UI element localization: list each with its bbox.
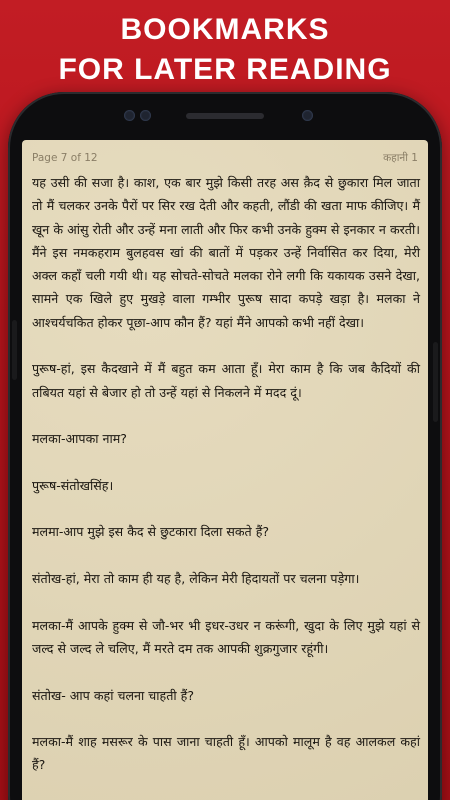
- paragraph: पुरूष-संतोखसिंह।: [32, 477, 114, 493]
- page-indicator: Page 7 of 12: [32, 152, 98, 164]
- promo-title-line-2: FOR LATER READING: [58, 53, 392, 86]
- front-sensor-icon: [140, 110, 151, 121]
- paragraph: मलका-आपका नाम?: [32, 431, 127, 447]
- paragraph: संतोख- आप कहां चलना चाहती हैं?: [32, 687, 195, 703]
- power-button: [433, 342, 438, 422]
- reader-screen[interactable]: [22, 140, 428, 800]
- front-camera-icon: [302, 110, 313, 121]
- paragraph: संतोख-हां, मेरा तो काम ही यह है, लेकिन मेरी हिदायतों पर चलना पड़ेगा।: [32, 571, 360, 587]
- paragraph: मलका-मैं शाह मसरूर के पास जाना चाहती हूँ। आपको मालूम है वह आलकल कहां हैं?: [32, 734, 420, 773]
- front-sensor-icon: [124, 110, 135, 121]
- chapter-title: कहानी 1: [383, 152, 418, 164]
- paragraph: यह उसी की सजा है। काश, एक बार मुझे किसी तरह अस क़ैद से छुकारा मिल जाता तो मैं चलकर उनके पैरों पर सिर रख देती और कहती, लौंडी की खता माफ कीजिए। मैं खून के आंसु रोती और उन्हें मना लाती और फिर कभी उनके हुक्म से इनकार न करती। मैंने इस नमकहराम बुलहवस खां की बातों में पड़कर उन्हें निर्वासित कर दिया, मेरी अक्ल कहाँ चली गयी थी। यह सोचते-सोचते मलका रोने लगी कि यकायक उसने देखा, सामने एक खिले हुए मुखड़े वाला गम्भीर पुरूष सादा कपड़े खड़ा है। मलका ने आश्चर्यचकित होकर पूछा-आप कौन हैं? यहां मैंने आपको कभी नहीं देखा।: [32, 175, 420, 330]
- paragraph: पुरूष-हां, इस कैदखाने में मैं बहुत कम आता हूँ। मेरा काम है कि जब कैदियों की तबियत यहां से बेजार हो तो उन्हें यहां से निकलने में मदद दूं।: [32, 361, 420, 400]
- reader-header: [32, 150, 418, 166]
- paragraph: मलका-मैं आपके हुक्म से जौ-भर भी इधर-उधर न करूंगी, खुदा के लिए मुझे यहां से जल्द से जल्द ले चलिए, मैं मरते दम तक आपकी शुक्रगुजार रहूंगी।: [32, 617, 420, 656]
- promo-title: [0, 10, 450, 90]
- earpiece-speaker: [186, 113, 264, 119]
- promo-title-line-1: BOOKMARKS: [120, 13, 330, 46]
- volume-button: [12, 320, 17, 380]
- reader-text[interactable]: [32, 171, 420, 800]
- paragraph: मलमा-आप मुझे इस कैद से छुटकारा दिला सकते हैं?: [32, 524, 270, 540]
